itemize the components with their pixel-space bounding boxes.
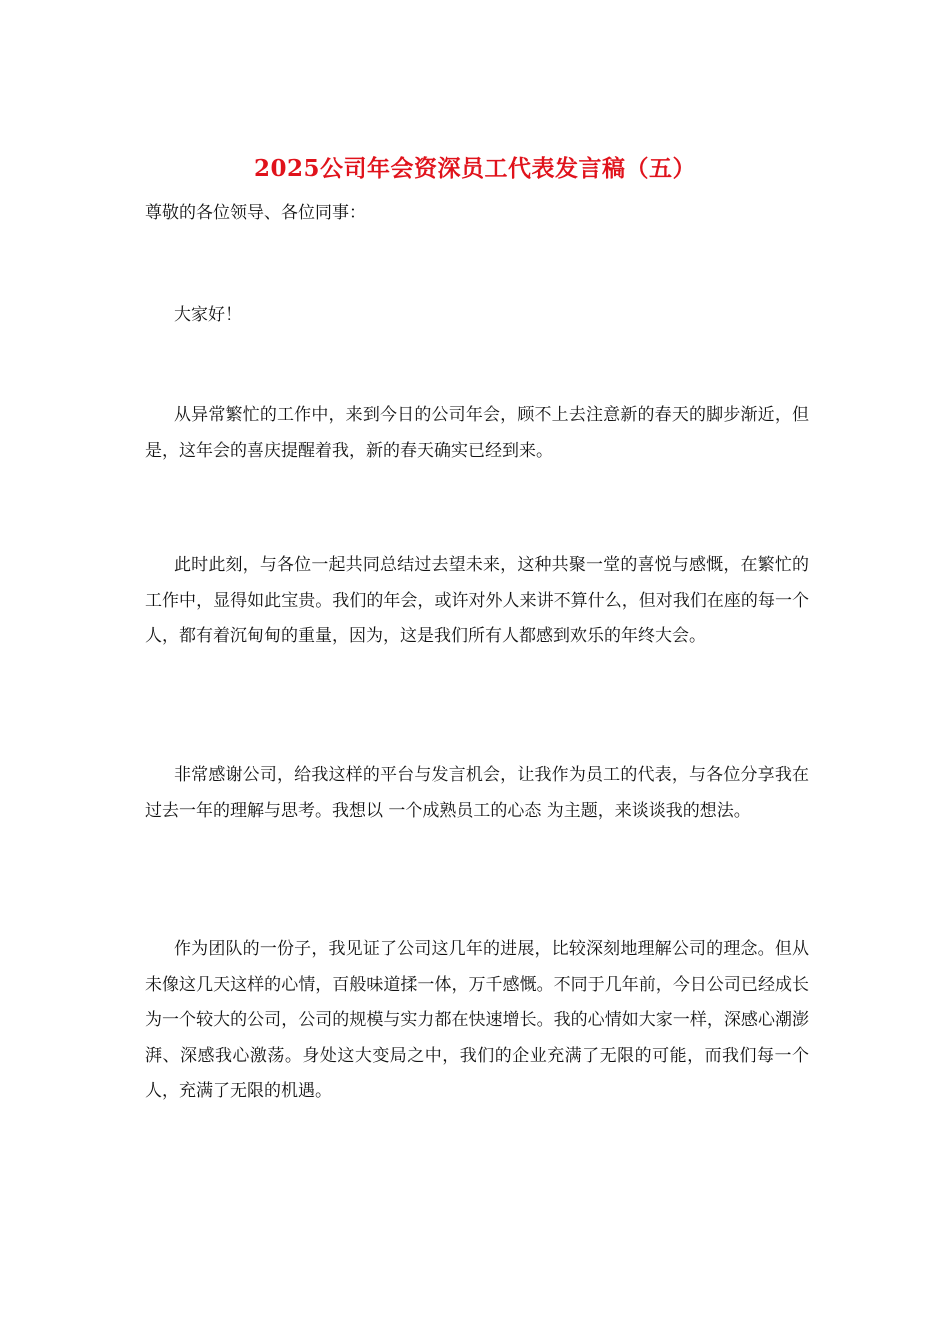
paragraph-1: 从异常繁忙的工作中，来到今日的公司年会，顾不上去注意新的春天的脚步渐近，但是，这年会的喜庆提醒着我，新的春天确实已经到来。 [145, 405, 809, 461]
paragraph-2: 此时此刻，与各位一起共同总结过去望未来，这种共聚一堂的喜悦与感慨，在繁忙的工作中，显得如此宝贵。我们的年会，或许对外人来讲不算什么，但对我们在座的每一个人，都有着沉甸甸的重量，因为，这是我们所有人都感到欢乐的年终大会。 [145, 555, 809, 646]
paragraph-3: 非常感谢公司，给我这样的平台与发言机会，让我作为员工的代表，与各位分享我在过去一年的理解与思考。我想以 一个成熟员工的心态 为主题，来谈谈我的想法。 [145, 765, 809, 821]
paragraph-4: 作为团队的一份子，我见证了公司这几年的进展，比较深刻地理解公司的理念。但从未像这几天这样的心情，百般味道揉一体，万千感慨。不同于几年前，今日公司已经成长为一个较大的公司，公司的规模与实力都在快速增长。我的心情如大家一样，深感心潮澎湃、深感我心激荡。身处这大变局之中，我们的企业充满了无限的可能，而我们每一个人，充满了无限的机遇。 [145, 939, 809, 1101]
greeting-line: 尊敬的各位领导、各位同事： [145, 203, 366, 223]
paragraph-opening: 大家好！ [174, 305, 242, 325]
document-title: 2025公司年会资深员工代表发言稿（五） [253, 155, 696, 182]
